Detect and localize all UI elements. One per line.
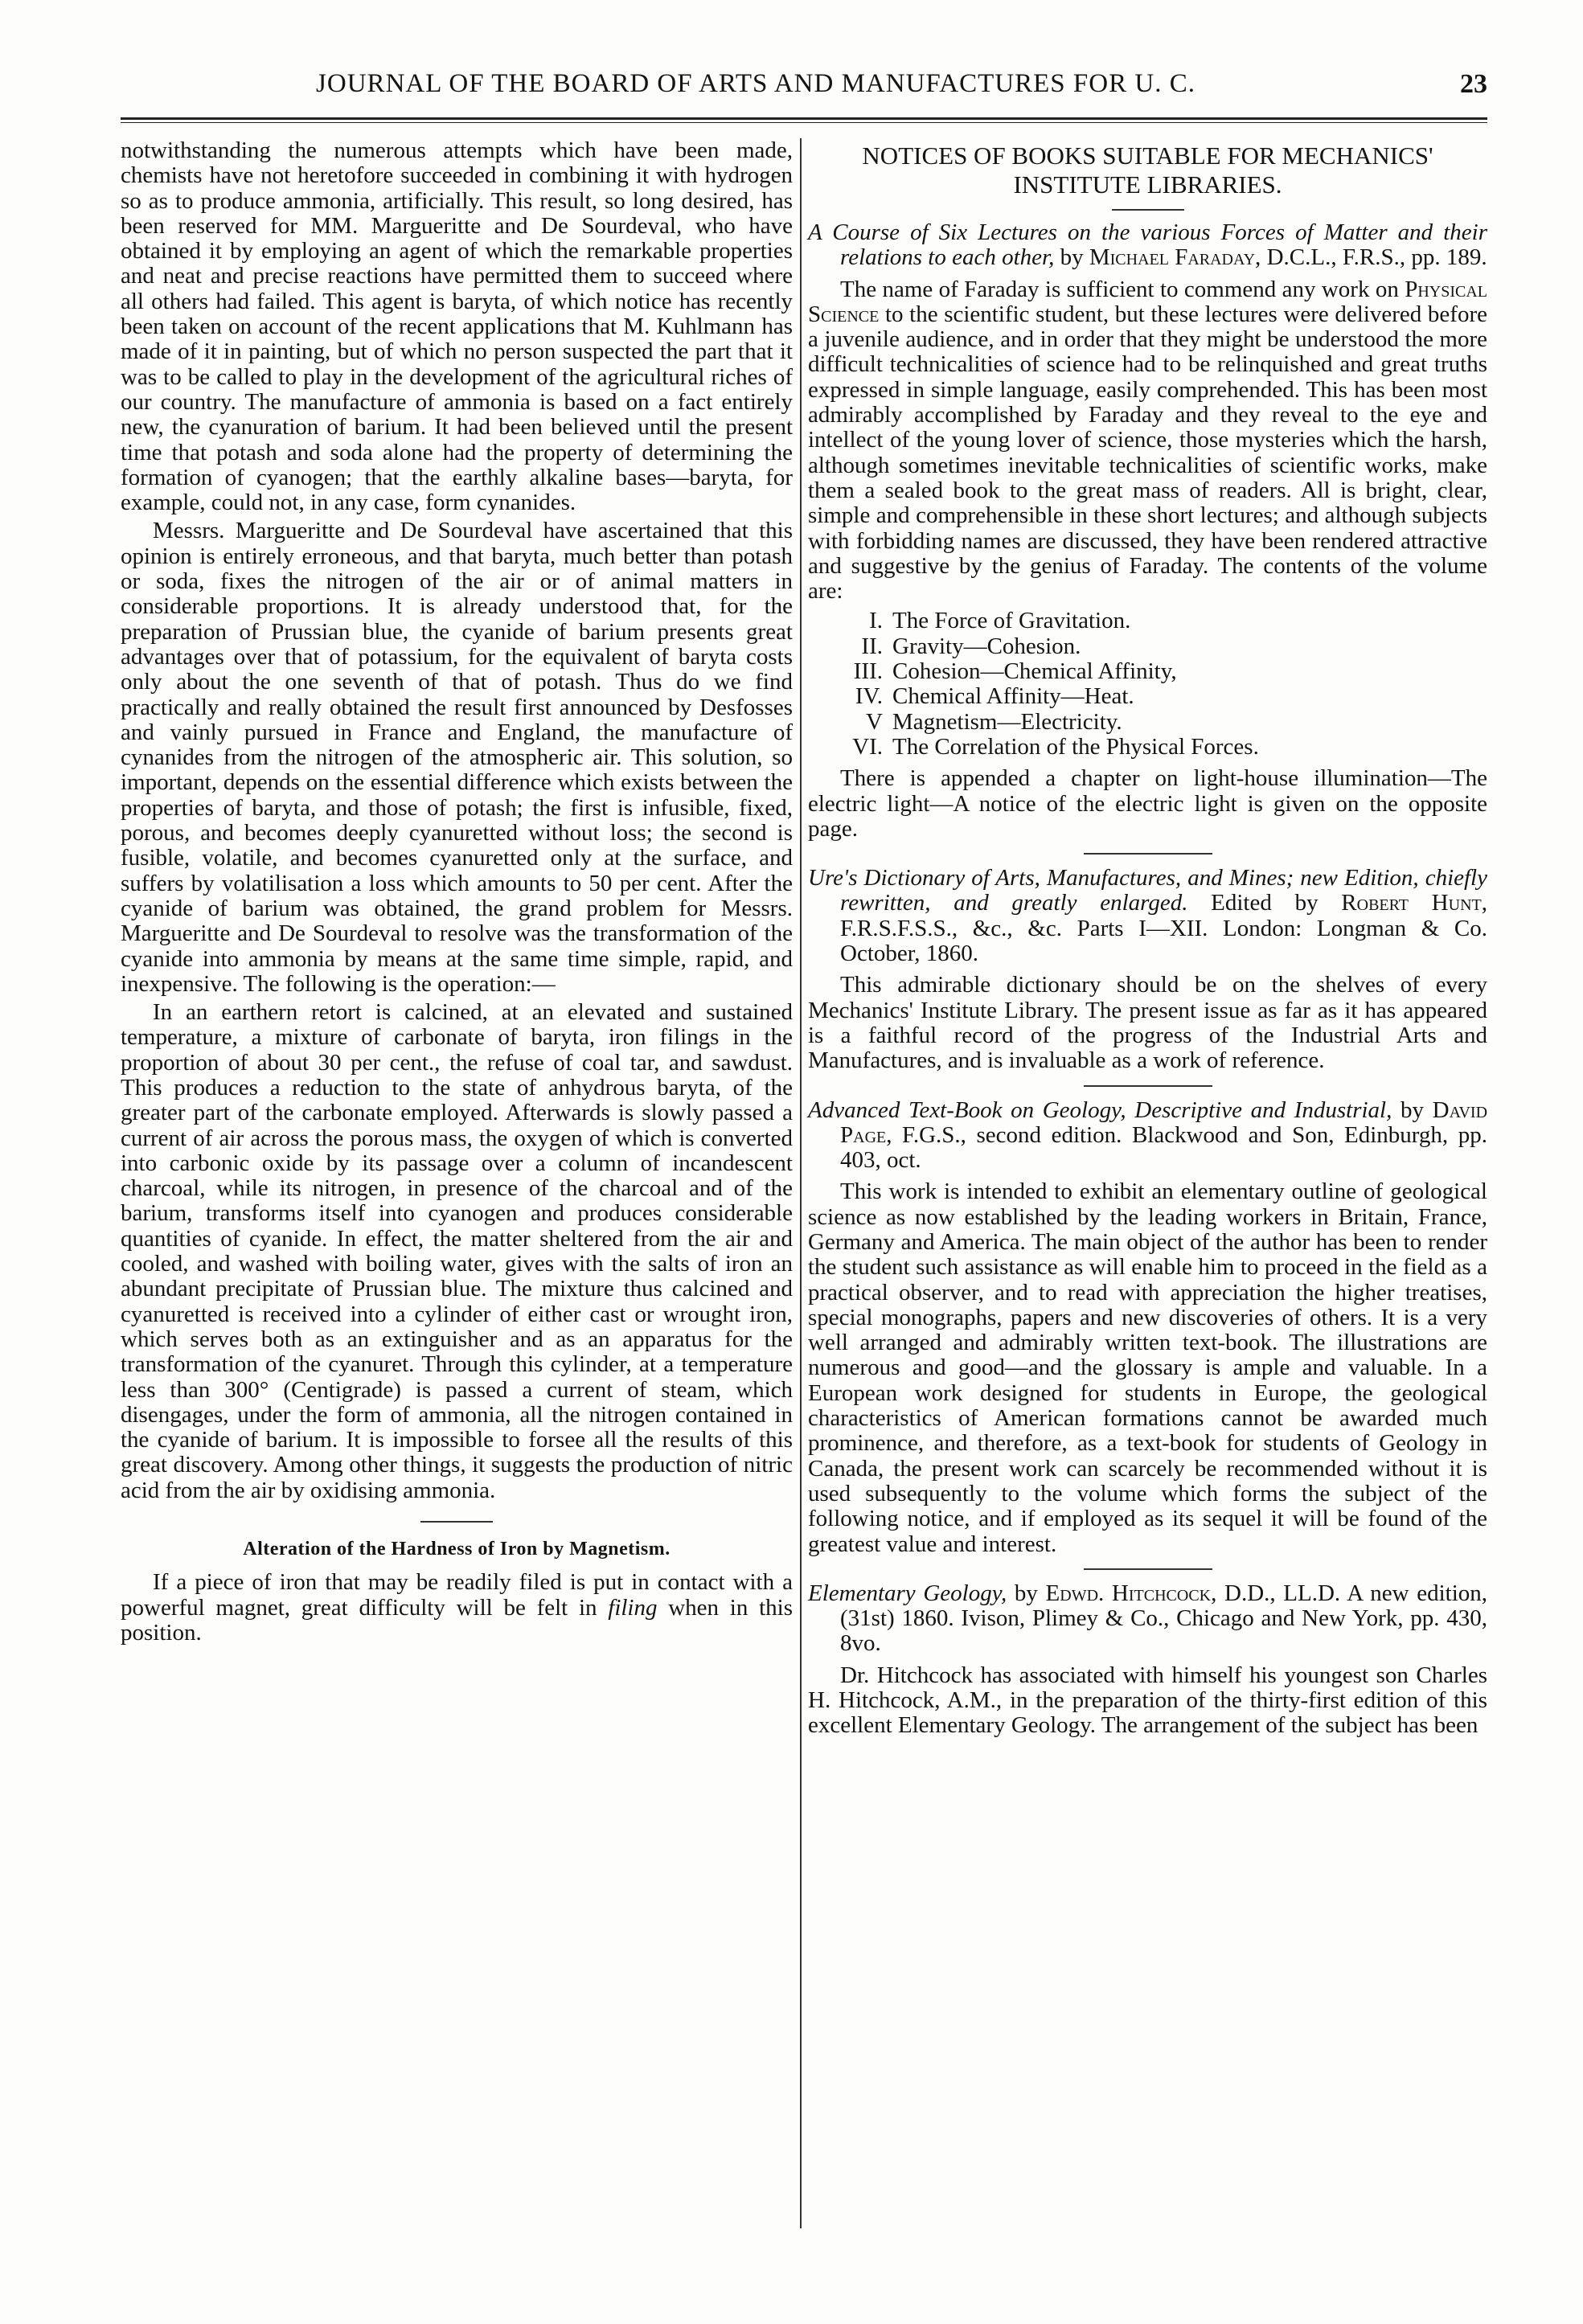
notices-heading: NOTICES OF BOOKS SUITABLE FOR MECHANICS' INSTITUTE LIBRARIES. xyxy=(862,141,1433,199)
book-citation: Ure's Dictionary of Arts, Manufactures, and Mines; new Edition, chiefly rewritten, and greatly enlarged. Edited by Robert Hunt, F.R.S.F.S.S., &c., &c. Parts I—XII. London: Longman & Co. October, 1860. xyxy=(808,865,1487,967)
list-item: IV. Chemical Affinity—Heat. xyxy=(855,683,1134,710)
paragraph: notwithstanding the numerous attempts which have been made, chemists have not heretofore succeeded in combining it with hydrogen so as to produce ammonia, artificially. This result, so long desired, has been reserved for MM. Margueritte and De Sourdeval, who have obtained it by employing an agent of which the remarkable properties and neat and precise reactions have permitted them to succeed where all others had failed. This agent is baryta, of which notice has recently been taken on account of the recent applications that M. Kuhlmann has made of it in painting, but of which no person suspected the part that it was to be called to play in the development of the agricultural riches of our country. The manufacture of ammonia is based on a fact entirely new, the cyanuration of barium. It had been believed until the present time that potash and soda alone had the property of determining the formation of cyanogen; that the earthly alkaline bases—baryta, for example, could not, in any case, form cynanides. xyxy=(121,137,793,516)
list-item: III. Cohesion—Chemical Affinity, xyxy=(853,658,1177,685)
section-separator xyxy=(1084,1568,1212,1570)
page-number: 23 xyxy=(1460,69,1487,99)
list-item: I. The Force of Gravitation. xyxy=(869,608,1131,634)
section-separator xyxy=(1084,1085,1212,1087)
paragraph: This admirable dictionary should be on the shelves of every Mechanics' Institute Library. The present issue as far as it has appeared is a faithful record of the progress of the Industrial Arts and Manufactures, and is invaluable as a work of reference. xyxy=(808,972,1487,1074)
paragraph: Dr. Hitchcock has associated with himself his youngest son Charles H. Hitchcock, A.M., in the preparation of the thirty-first edition of this excellent Elementary Geology. The arrangement of the subject has been xyxy=(808,1662,1487,1739)
paragraph: There is appended a chapter on light-house illumination—The electric light—A notice of the electric light is given on the opposite page. xyxy=(808,765,1487,842)
list-item: V Magnetism—Electricity. xyxy=(866,708,1122,735)
left-column xyxy=(121,138,793,1649)
header-rule-thin xyxy=(121,122,1487,123)
right-column xyxy=(808,138,1487,1742)
paragraph: In an earthern retort is calcined, at an elevated and sustained temperature, a mixture of carbonate of baryta, iron filings in the proportion of about 30 per cent., the refuse of coal tar, and sawdust. This produces a reduction to the state of anhydrous baryta, of the greater part of the carbonate employed. Afterwards is slowly passed a current of air across the porous mass, the oxygen of which is converted into carbonic oxide by its passage over a column of incandescent charcoal, while its nitrogen, in presence of the charcoal and of the barium, transforms itself into cyanogen and produces considerable quantities of cyanide. In effect, the matter sheltered from the air and cooled, and washed with boiling water, gives with the salts of iron an abundant precipitate of Prussian blue. The mixture thus calcined and cyanuretted is received into a cylinder of either cast or wrought iron, which serves both as an extinguisher and as an apparatus for the transformation of the cyanuret. Through this cylinder, at a temperature less than 300° (Centigrade) is passed a current of steam, which disengages, under the form of ammonia, all the nitrogen contained in the cyanide of barium. It is impossible to forsee all the results of this great discovery. Among other things, it suggests the production of nitric acid from the air by oxidising ammonia. xyxy=(121,999,793,1503)
list-item: VI. The Correlation of the Physical Forces. xyxy=(852,733,1259,760)
book-citation: A Course of Six Lectures on the various Forces of Matter and their relations to each other, by Michael Faraday, D.C.L., F.R.S., pp. 189. xyxy=(808,219,1487,271)
paragraph: The name of Faraday is sufficient to commend any work on Physical Science to the scientific student, but these lectures were delivered before a juvenile audience, and in order that they might be understood the more difficult technicalities of science had to be relinquished and great truths expressed in simple language, easily comprehended. This has been most admirably accomplished by Faraday and they reveal to the eye and intellect of the young lover of science, those mysteries which the harsh, although sometimes inevitable technicalities of scientific works, make them a sealed book to the great mass of readers. All is bright, clear, simple and comprehensible in these short lectures; and although subjects with forbidding names are discussed, they have been rendered attractive and suggestive by the genius of Faraday. The contents of the volume are: xyxy=(808,276,1487,605)
paragraph: This work is intended to exhibit an elementary outline of geological science as now established by the leading workers in Britain, France, Germany and America. The main object of the author has been to render the student such assistance as will enable him to proceed in the field as a practical observer, and to read with appreciation the higher treatises, special monographs, papers and new discoveries of others. It is a very well arranged and admirably written text-book. The illustrations are numerous and good—and the glossary is ample and valuable. In a European work designed for students in Europe, the geological characteristics of American formations cannot be awarded much prominence, and therefore, as a text-book for students of Geology in Canada, the present work can scarcely be recommended without it is used subsequently to the volume which forms the subject of the following notice, and if employed as its sequel it will be found of the greatest value and interest. xyxy=(808,1178,1487,1557)
section-separator xyxy=(420,1521,493,1523)
paragraph: Messrs. Margueritte and De Sourdeval have ascertained that this opinion is entirely erroneous, and that baryta, much better than potash or soda, fixes the nitrogen of the air or of animal matters in considerable proportions. It is already understood that, for the preparation of Prussian blue, the cyanide of barium presents great advantages over that of potassium, for the equivalent of baryta costs only about the one seventh of that of potash. Thus do we find practically and really obtained the result first announced by Desfosses and vainly pursued in France and England, the manufacture of cynanides from the nitrogen of the atmospheric air. This solution, so important, depends on the essential difference which exists between the properties of baryta, and those of potash; the first is infusible, fixed, porous, and becomes deeply cyanuretted without loss; the second is fusible, volatile, and becomes cyanuretted only at the surface, and suffers by volatilisation a loss which amounts to 50 per cent. After the cyanide of barium was obtained, the grand problem for Messrs. Margueritte and De Sourdeval to resolve was the transformation of the cyanide into ammonia by means at the same time simple, rapid, and inexpensive. The following is the operation:— xyxy=(121,518,793,997)
header-rule-thick xyxy=(121,117,1487,120)
section-separator xyxy=(1112,209,1184,211)
section-heading: Alteration of the Hardness of Iron by Magnetism. xyxy=(243,1539,671,1560)
book-citation: Elementary Geology, by Edwd. Hitchcock, D.D., LL.D. A new edition, (31st) 1860. Ivison, Plimey & Co., Chicago and New York, pp. 430, 8vo. xyxy=(808,1580,1487,1657)
paragraph: If a piece of iron that may be readily filed is put in contact with a powerful magnet, great difficulty will be felt in filing when in this position. xyxy=(121,1569,793,1646)
book-citation: Advanced Text-Book on Geology, Descriptive and Industrial, by David Page, F.G.S., second edition. Blackwood and Son, Edinburgh, pp. 403, oct. xyxy=(808,1096,1488,1174)
list-item: II. Gravity—Cohesion. xyxy=(861,633,1081,659)
running-header xyxy=(121,69,1487,114)
contents-list xyxy=(808,609,1487,760)
column-divider xyxy=(800,138,802,2228)
section-separator xyxy=(1084,853,1212,855)
journal-title: JOURNAL OF THE BOARD OF ARTS AND MANUFACTURES FOR U. C. xyxy=(316,69,1195,98)
